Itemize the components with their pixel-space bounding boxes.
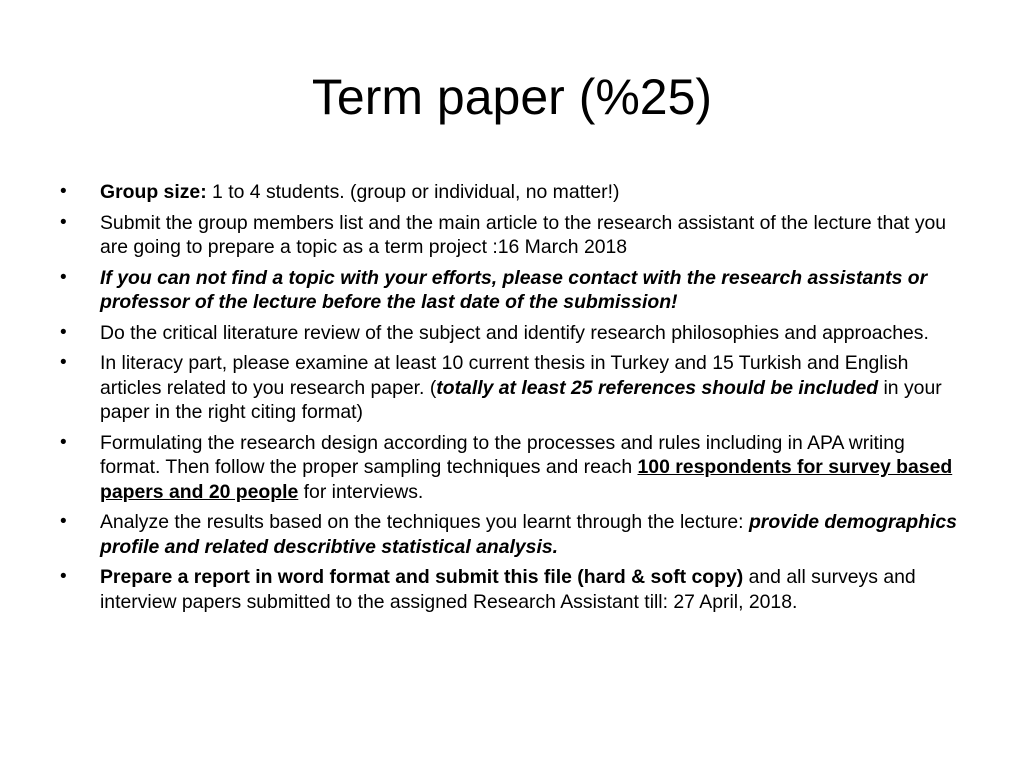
bullet-text: in your paper in the right citing format) [100, 376, 942, 423]
bullet-item-literature-review [60, 321, 965, 346]
bullet-text: for interviews. [298, 480, 424, 503]
bullet-text: Submit the group members list and the main article to the research assistant of the lecture that you are going to prepare a topic as a term project :16 March 2018 [100, 211, 947, 258]
bullet-bold-text: Prepare a report in word format and submit this file (hard & soft copy) [100, 566, 744, 588]
bullet-text: Analyze the results based on the techniques you learnt through the lecture: [100, 511, 749, 533]
bullet-item-topic-help [60, 266, 965, 315]
bullet-icon: • [60, 266, 67, 288]
bullet-icon: • [60, 352, 67, 373]
bullet-icon: • [60, 431, 67, 453]
bullet-icon: • [60, 511, 67, 532]
bullet-bold-italic-text: provide demographics profile and related describtive statistical analysis. [100, 511, 957, 558]
bullet-item-group-size [60, 180, 965, 205]
bullet-text: In literacy part, please examine at least 10 current thesis in Turkey and 15 Turkish and English articles related to you research paper. ( [100, 352, 909, 399]
bullet-bold-italic-text: totally at least 25 references should be included [436, 376, 879, 399]
bullet-item-research-design [60, 431, 965, 505]
bullet-list [60, 180, 965, 620]
slide-title: Term paper (%25) [311, 69, 713, 125]
bullet-text: 1 to 4 students. (group or individual, no matter!) [206, 181, 620, 203]
bullet-bold-italic-text: If you can not find a topic with your efforts, please contact with the research assistants or professor of the lecture before the last date of the submission! [100, 266, 928, 313]
bullet-item-submit-members [60, 211, 965, 260]
bullet-icon: • [60, 211, 67, 233]
bullet-icon: • [60, 321, 67, 343]
bullet-text: Formulating the research design according to the processes and rules including in APA writing format. Then follow the proper sampling techniques and reach [100, 431, 905, 478]
bullet-text: Do the critical literature review of the subject and identify research philosophies and approaches. [100, 321, 929, 344]
bullet-icon: • [60, 181, 67, 202]
bullet-item-literacy-part [60, 351, 965, 425]
bullet-bold-text: Group size: [100, 181, 207, 203]
bullet-item-prepare-report [60, 565, 965, 614]
bullet-bold-underline-text: 100 respondents for survey based papers and 20 people [100, 456, 953, 503]
bullet-text: and all surveys and interview papers submitted to the assigned Research Assistant till: 27 April, 2018. [100, 566, 916, 613]
bullet-icon: • [60, 566, 67, 587]
bullet-item-analyze-results [60, 510, 965, 559]
